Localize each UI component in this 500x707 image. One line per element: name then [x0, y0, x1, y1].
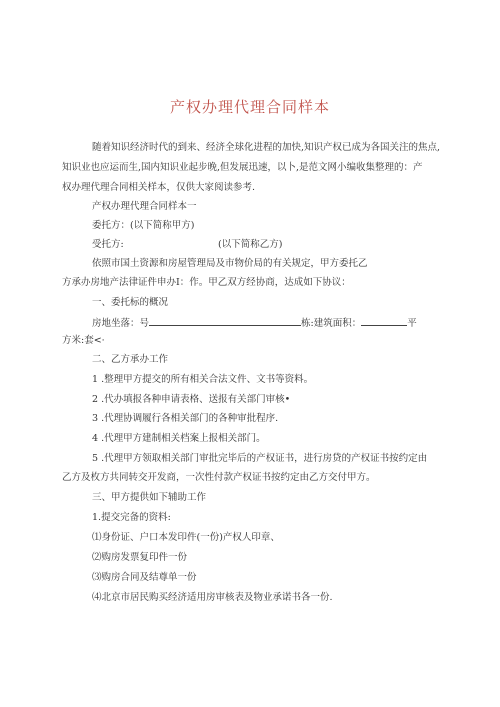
item-2: 2 .代办填报各种申请表格、送报有关部门审核• — [92, 394, 291, 405]
item-1: 1 .整理甲方提交的所有相关合法文件、文书等资料。 — [92, 374, 314, 385]
section-1-heading: 一、委托标的概况 — [92, 297, 169, 308]
property-unit-end: 平 — [407, 318, 417, 329]
item-5-line-2: 乙方及枚方共同转交开发商，一次性付款产权证书按约定由乙方交付甲方。 — [62, 472, 376, 483]
intro-line-1: 随着知识经济时代的到来、经济全球化进程的加快,知识产权已成为各国关注的焦点, — [92, 142, 441, 153]
item-3: 3 .代理协调履行各相关部门的各种审批程序. — [92, 413, 279, 424]
intro-line-3: 权办理代理合同相关样本，仅供大家阅读参考. — [62, 182, 256, 193]
intro-line-2: 知识业也应运而生,国内知识业起步晚,但发展迅速，以卜,是范文网小编收集整理的：产 — [62, 162, 423, 173]
item-5-line-1: 5 .代理甲方领取相关部门审批完毕后的产权证书，进行房贷的产权证书按约定由 — [92, 453, 428, 464]
section-3-heading: 三、甲方提供如下辅助工作 — [92, 492, 207, 503]
party-b-note: (以下简称乙方) — [218, 239, 283, 250]
party-b-label: 受托方: — [92, 239, 124, 250]
sub-item-1b: ⑵购房发票复印件一份 — [92, 552, 188, 563]
sub-item-1c: ⑶购房合同及结尊单一份 — [92, 572, 197, 583]
sample-heading: 产权办理代理合同样本一 — [92, 201, 197, 212]
property-location-label: 房地坐落：号 — [92, 318, 150, 329]
item-4: 4 .代理甲方建制相关档案上报相关部门。 — [92, 433, 266, 444]
property-location-line — [92, 316, 417, 330]
section-2-heading: 二、乙方承办工作 — [92, 354, 169, 365]
basis-line-2: 方承办房地产法律证件申办I：作。甲乙双方经协商，达成如下协议： — [62, 277, 351, 288]
property-line-2: 方米:套<· — [62, 335, 105, 346]
property-address-blank[interactable] — [149, 316, 301, 326]
sub-item-1d: ⑷北京市居民购买经济适用房审核表及物业承诺书各一份. — [92, 592, 333, 603]
sub-item-1: 1.提交完备的资料: — [92, 512, 171, 523]
sub-item-1a: ⑴身份证、户口本发印件(一份)产权人印章、 — [92, 532, 280, 543]
basis-line-1: 依照市国土资源和房屋管理局及市物价局的有关规定，甲方委托乙 — [92, 258, 368, 269]
document-title: 产权办理代理合同样本 — [169, 98, 330, 116]
party-a-line: 委托方：(以下简称甲方) — [92, 220, 195, 231]
property-mid-text: 栋:建筑面积： — [301, 318, 362, 329]
area-blank[interactable] — [361, 316, 407, 326]
